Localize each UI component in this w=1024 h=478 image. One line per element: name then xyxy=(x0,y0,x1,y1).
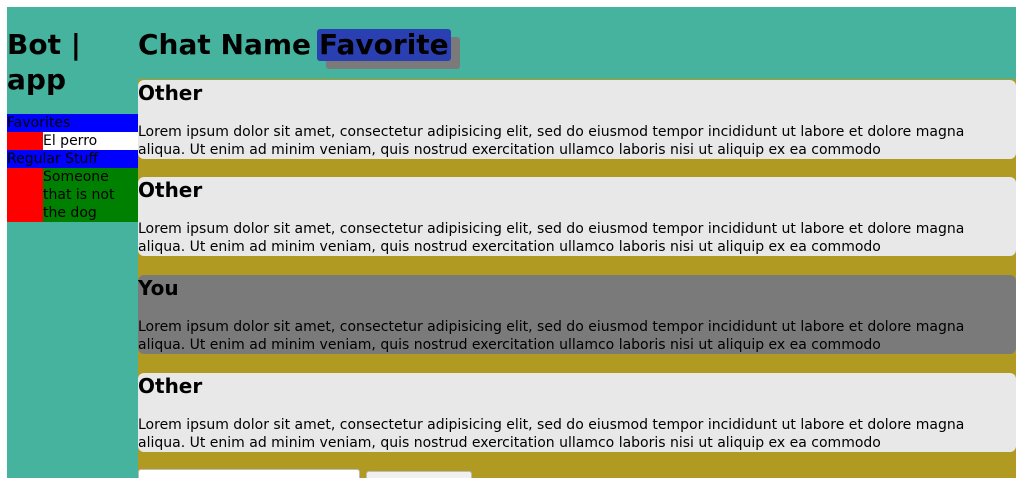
section-header-favorites: Favorites xyxy=(7,114,138,132)
send-button[interactable] xyxy=(366,471,472,478)
chat-panel xyxy=(138,7,1016,478)
app-brand: Bot | app xyxy=(7,28,81,96)
contact-name: Someone that is not the dog xyxy=(43,169,115,221)
contact-item-el-perro[interactable] xyxy=(7,132,138,150)
chat-header xyxy=(138,27,451,63)
contact-item-someone[interactable] xyxy=(7,168,138,222)
message-text: Lorem ipsum dolor sit amet, consectetur adipisicing elit, sed do eiusmod tempor incididunt ut labore et dolore magna aliqua. Ut enim ad minim veniam, quis nostrud exercitation ullamco laboris nisi ut aliquip ex ea commodo xyxy=(138,221,965,255)
message-author: Other xyxy=(138,374,203,398)
message-list[interactable] xyxy=(138,79,1016,478)
message-text: Lorem ipsum dolor sit amet, consectetur adipisicing elit, sed do eiusmod tempor incididunt ut labore et dolore magna aliqua. Ut enim ad minim veniam, quis nostrud exercitation ullamco laboris nisi ut aliquip ex ea commodo xyxy=(138,319,965,353)
avatar xyxy=(7,168,43,222)
message-author: Other xyxy=(138,81,203,105)
message-composer xyxy=(138,469,472,478)
message-item-you xyxy=(138,275,1016,354)
sidebar xyxy=(7,7,138,478)
message-item xyxy=(138,177,1016,256)
message-author: You xyxy=(138,276,179,300)
message-text: Lorem ipsum dolor sit amet, consectetur adipisicing elit, sed do eiusmod tempor incididunt ut labore et dolore magna aliqua. Ut enim ad minim veniam, quis nostrud exercitation ullamco laboris nisi ut aliquip ex ea commodo xyxy=(138,124,965,158)
message-item xyxy=(138,80,1016,159)
chat-title: Chat Name xyxy=(138,28,312,61)
message-text: Lorem ipsum dolor sit amet, consectetur adipisicing elit, sed do eiusmod tempor incididunt ut labore et dolore magna aliqua. Ut enim ad minim veniam, quis nostrud exercitation ullamco laboris nisi ut aliquip ex ea commodo xyxy=(138,417,965,451)
message-author: Other xyxy=(138,178,203,202)
message-item xyxy=(138,373,1016,452)
section-header-regular: Regular Stuff xyxy=(7,150,138,168)
message-input[interactable] xyxy=(138,469,360,478)
app-window xyxy=(7,7,1016,478)
contact-name: El perro xyxy=(43,133,98,149)
favorite-button[interactable]: Favorite xyxy=(319,28,449,61)
avatar xyxy=(7,132,43,150)
